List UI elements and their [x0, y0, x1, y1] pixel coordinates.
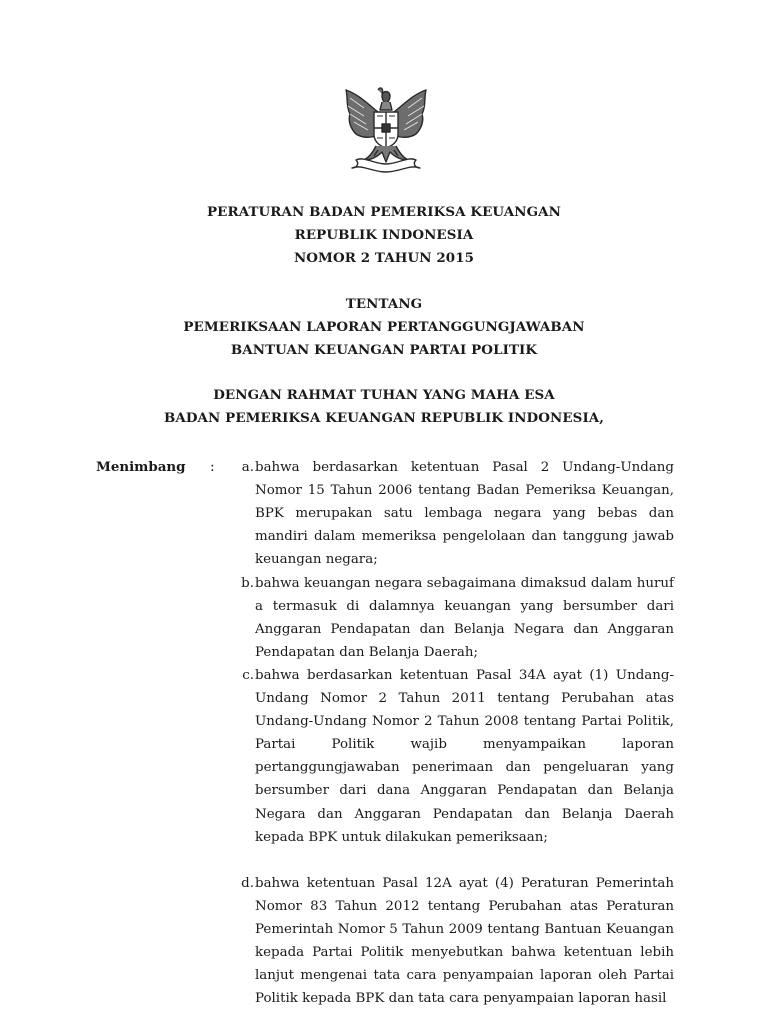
garuda-emblem-icon: [338, 84, 434, 174]
subject-line-tentang: TENTANG: [345, 296, 423, 312]
clause-letter: c.: [242, 668, 254, 683]
clause-text: bahwa ketentuan Pasal 12A ayat (4) Peraturan Pemerintah Nomor 83 Tahun 2012 tentang Perubahan atas Peraturan Pemerintah Nomor 5 Tahun 2009 tentang Bantuan Keuangan kepada Partai Politik menyebutkan bahwa ketentuan lebih lanjut mengenai tata cara penyampaian laporan oleh Partai Politik kepada BPK dan tata cara penyampaian laporan hasil: [255, 876, 674, 1007]
menimbang-label: Menimbang: [96, 459, 186, 475]
preamble-line-institution: BADAN PEMERIKSA KEUANGAN REPUBLIK INDONESIA,: [163, 410, 605, 426]
clause-text: bahwa berdasarkan ketentuan Pasal 34A ayat (1) Undang-Undang Nomor 2 Tahun 2011 tentang Perubahan atas Undang-Undang Nomor 2 Tahun 2008 tentang Partai Politik, Partai Politik wajib menyampaikan laporan pertanggungjawaban penerimaan dan pengeluaran yang bersumber dari dana Anggaran Pendapatan dan Belanja Negara dan Anggaran Pendapatan dan Belanja Daerah kepada BPK untuk dilakukan pemeriksaan;: [255, 668, 674, 845]
heading-line-number: NOMOR 2 TAHUN 2015: [293, 250, 475, 266]
menimbang-clause-c: [228, 664, 674, 849]
preamble: [0, 384, 768, 430]
regulation-subject: [0, 293, 768, 362]
clause-letter: d.: [241, 876, 254, 891]
heading-line-country: REPUBLIK INDONESIA: [294, 227, 474, 243]
menimbang-clause-b: [228, 572, 674, 664]
menimbang-colon: :: [210, 459, 215, 475]
clause-text: bahwa keuangan negara sebagaimana dimaksud dalam huruf a termasuk di dalamnya keuangan yang bersumber dari Anggaran Pendapatan dan Belanja Negara dan Anggaran Pendapatan dan Belanja Daerah;: [255, 576, 674, 661]
regulation-heading: [0, 201, 768, 270]
menimbang-clause-d: [228, 872, 674, 1011]
menimbang-clause-a: [228, 456, 674, 571]
subject-line-title: PEMERIKSAAN LAPORAN PERTANGGUNGJAWABAN: [183, 319, 585, 335]
subject-line-title-cont: BANTUAN KEUANGAN PARTAI POLITIK: [230, 342, 538, 358]
clause-letter: a.: [241, 460, 254, 475]
clause-letter: b.: [241, 576, 254, 591]
clause-text: bahwa berdasarkan ketentuan Pasal 2 Undang-Undang Nomor 15 Tahun 2006 tentang Badan Pemeriksa Keuangan, BPK merupakan satu lembaga negara yang bebas dan mandiri dalam memeriksa pengelolaan dan tanggung jawab keuangan negara;: [255, 460, 674, 568]
preamble-line-rahmat: DENGAN RAHMAT TUHAN YANG MAHA ESA: [213, 387, 555, 403]
heading-line-institution: PERATURAN BADAN PEMERIKSA KEUANGAN: [207, 204, 561, 220]
